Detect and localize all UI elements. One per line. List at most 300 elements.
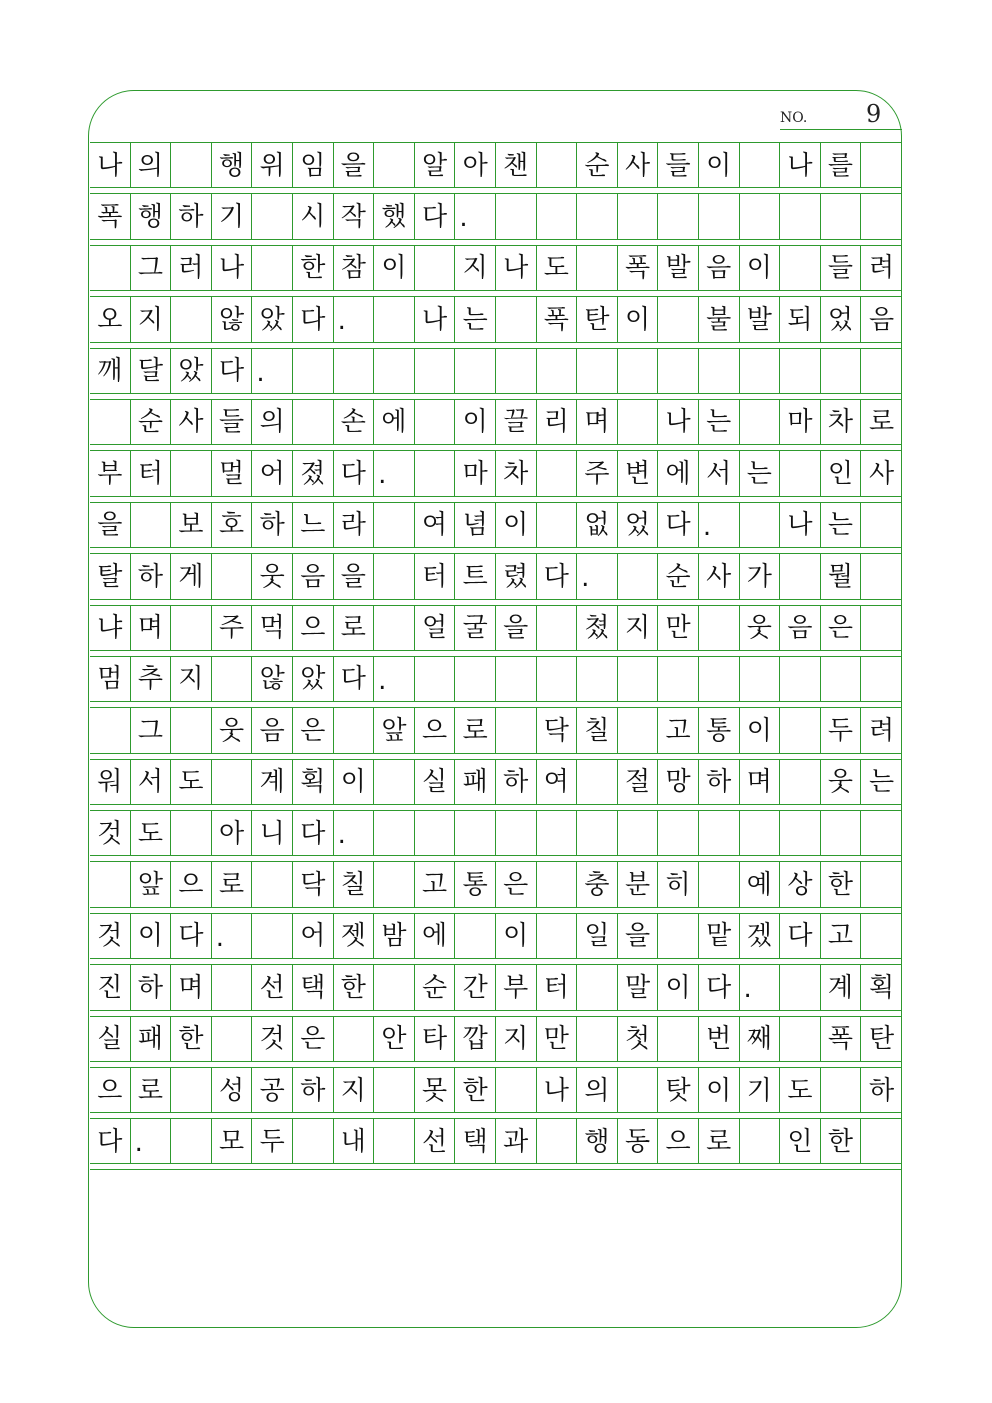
manuscript-cell: 얼 xyxy=(415,606,456,651)
manuscript-cell xyxy=(740,503,781,548)
manuscript-cell: 사 xyxy=(171,400,212,445)
manuscript-cell: 념 xyxy=(455,503,496,548)
manuscript-cell: 이 xyxy=(496,503,537,548)
manuscript-cell: 음 xyxy=(699,246,740,291)
manuscript-cell xyxy=(537,914,578,959)
manuscript-cell xyxy=(740,400,781,445)
manuscript-cell: . xyxy=(455,194,496,239)
manuscript-cell: 다 xyxy=(334,451,375,496)
manuscript-cell: 이 xyxy=(699,143,740,188)
manuscript-cell: 나 xyxy=(780,503,821,548)
manuscript-cell: 손 xyxy=(334,400,375,445)
manuscript-cell: 주 xyxy=(577,451,618,496)
manuscript-cell xyxy=(252,246,293,291)
manuscript-cell xyxy=(171,143,212,188)
manuscript-cell: 여 xyxy=(537,760,578,805)
manuscript-line xyxy=(90,296,902,347)
manuscript-cell: 니 xyxy=(252,811,293,856)
manuscript-cell xyxy=(415,349,456,394)
manuscript-cell xyxy=(861,554,902,599)
manuscript-cell xyxy=(496,349,537,394)
manuscript-cell: 선 xyxy=(252,965,293,1010)
manuscript-cell: 순 xyxy=(577,143,618,188)
manuscript-cell xyxy=(780,349,821,394)
manuscript-cell: 들 xyxy=(658,143,699,188)
manuscript-line xyxy=(90,1118,902,1169)
manuscript-cell xyxy=(618,708,659,753)
manuscript-cell: 었 xyxy=(821,297,862,342)
manuscript-cell xyxy=(780,708,821,753)
manuscript-cell: 은 xyxy=(293,708,334,753)
manuscript-cell: 만 xyxy=(658,606,699,651)
manuscript-line xyxy=(90,1016,902,1067)
manuscript-cell xyxy=(455,657,496,702)
manuscript-cell xyxy=(658,194,699,239)
manuscript-cell: 예 xyxy=(740,862,781,907)
manuscript-cell xyxy=(455,914,496,959)
manuscript-cell: . xyxy=(577,554,618,599)
manuscript-cell xyxy=(415,246,456,291)
manuscript-cell: . xyxy=(334,297,375,342)
manuscript-cell: 지 xyxy=(618,606,659,651)
manuscript-cell: 변 xyxy=(618,451,659,496)
manuscript-cell xyxy=(415,451,456,496)
manuscript-cell xyxy=(334,708,375,753)
manuscript-cell: 발 xyxy=(658,246,699,291)
manuscript-cell xyxy=(780,554,821,599)
manuscript-cell xyxy=(212,965,253,1010)
manuscript-cell: 하 xyxy=(699,760,740,805)
manuscript-cell: . xyxy=(374,657,415,702)
manuscript-cell: 폭 xyxy=(90,194,131,239)
manuscript-cell: 웃 xyxy=(212,708,253,753)
manuscript-cell: 으 xyxy=(415,708,456,753)
manuscript-cell xyxy=(537,1119,578,1164)
manuscript-cell: 을 xyxy=(334,143,375,188)
page-number-value: 9 xyxy=(866,100,882,128)
manuscript-cell: 간 xyxy=(455,965,496,1010)
manuscript-cell xyxy=(618,657,659,702)
manuscript-cell: 도 xyxy=(171,760,212,805)
manuscript-cell xyxy=(577,194,618,239)
manuscript-cell: 그 xyxy=(131,246,172,291)
manuscript-cell: 주 xyxy=(212,606,253,651)
manuscript-cell xyxy=(293,400,334,445)
manuscript-cell xyxy=(861,606,902,651)
manuscript-cell: 쳤 xyxy=(577,606,618,651)
manuscript-cell: 호 xyxy=(212,503,253,548)
manuscript-cell: 려 xyxy=(869,253,895,284)
manuscript-cell: 챈 xyxy=(496,143,537,188)
manuscript-cell: 들 xyxy=(212,400,253,445)
manuscript-cell: 으 xyxy=(171,862,212,907)
manuscript-line xyxy=(90,142,902,193)
manuscript-cell xyxy=(658,914,699,959)
manuscript-line xyxy=(90,810,902,861)
manuscript-cell xyxy=(171,451,212,496)
manuscript-cell: 동 xyxy=(618,1119,659,1164)
manuscript-cell xyxy=(577,246,618,291)
manuscript-cell xyxy=(618,194,659,239)
manuscript-cell: 지 xyxy=(131,297,172,342)
manuscript-cell: 은 xyxy=(293,1017,334,1062)
manuscript-cell xyxy=(861,657,902,702)
manuscript-cell: 멈 xyxy=(90,657,131,702)
manuscript-cell xyxy=(699,811,740,856)
manuscript-cell: 사 xyxy=(869,458,895,489)
manuscript-line xyxy=(90,450,902,501)
manuscript-cell: 젯 xyxy=(334,914,375,959)
manuscript-cell: 위 xyxy=(252,143,293,188)
manuscript-cell: 이 xyxy=(334,760,375,805)
manuscript-cell: 지 xyxy=(171,657,212,702)
manuscript-cell xyxy=(537,143,578,188)
manuscript-cell xyxy=(496,657,537,702)
manuscript-cell: 는 xyxy=(821,503,862,548)
manuscript-cell: 발 xyxy=(740,297,781,342)
manuscript-line xyxy=(90,1067,902,1118)
manuscript-cell xyxy=(577,965,618,1010)
manuscript-cell: 보 xyxy=(171,503,212,548)
manuscript-cell: 서 xyxy=(699,451,740,496)
manuscript-cell: 로 xyxy=(699,1119,740,1164)
manuscript-cell: 다 xyxy=(658,503,699,548)
manuscript-cell xyxy=(496,708,537,753)
manuscript-cell: 말 xyxy=(618,965,659,1010)
manuscript-cell: 에 xyxy=(658,451,699,496)
manuscript-cell xyxy=(496,297,537,342)
manuscript-cell: 행 xyxy=(577,1119,618,1164)
manuscript-cell: 되 xyxy=(780,297,821,342)
manuscript-cell: 깨 xyxy=(90,349,131,394)
manuscript-cell: 행 xyxy=(212,143,253,188)
manuscript-cell xyxy=(861,1119,902,1164)
manuscript-line xyxy=(90,502,902,553)
manuscript-cell: 고 xyxy=(415,862,456,907)
manuscript-cell: 냐 xyxy=(90,606,131,651)
manuscript-cell: 탓 xyxy=(658,1068,699,1113)
manuscript-cell xyxy=(618,1068,659,1113)
manuscript-cell: 탄 xyxy=(869,1024,895,1055)
manuscript-cell: 닥 xyxy=(293,862,334,907)
manuscript-cell: 것 xyxy=(90,811,131,856)
manuscript-cell: 앞 xyxy=(131,862,172,907)
manuscript-cell xyxy=(537,194,578,239)
manuscript-cell: 깝 xyxy=(455,1017,496,1062)
manuscript-cell xyxy=(252,862,293,907)
manuscript-cell: 순 xyxy=(658,554,699,599)
manuscript-cell xyxy=(537,349,578,394)
manuscript-cell xyxy=(90,708,131,753)
manuscript-line xyxy=(90,193,902,244)
manuscript-cell xyxy=(293,1119,334,1164)
manuscript-cell xyxy=(171,1119,212,1164)
manuscript-cell xyxy=(293,349,334,394)
manuscript-cell xyxy=(455,349,496,394)
manuscript-cell xyxy=(537,606,578,651)
manuscript-cell: 이 xyxy=(455,400,496,445)
manuscript-cell: 다 xyxy=(699,965,740,1010)
manuscript-cell: 한 xyxy=(455,1068,496,1113)
manuscript-line xyxy=(90,656,902,707)
manuscript-cell: 웃 xyxy=(821,760,862,805)
manuscript-cell xyxy=(374,143,415,188)
manuscript-cell xyxy=(618,400,659,445)
manuscript-cell xyxy=(658,657,699,702)
manuscript-cell: 워 xyxy=(90,760,131,805)
manuscript-cell xyxy=(577,657,618,702)
manuscript-cell: 못 xyxy=(415,1068,456,1113)
manuscript-cell: 하 xyxy=(252,503,293,548)
manuscript-cell xyxy=(821,349,862,394)
manuscript-cell: 아 xyxy=(212,811,253,856)
manuscript-cell: 다 xyxy=(537,554,578,599)
manuscript-cell: 이 xyxy=(374,246,415,291)
manuscript-cell: 먹 xyxy=(252,606,293,651)
manuscript-cell xyxy=(577,1017,618,1062)
manuscript-cell xyxy=(577,811,618,856)
manuscript-cell: 이 xyxy=(699,1068,740,1113)
manuscript-cell xyxy=(374,760,415,805)
manuscript-line xyxy=(90,759,902,810)
manuscript-cell: 음 xyxy=(869,304,895,335)
manuscript-cell: 사 xyxy=(618,143,659,188)
manuscript-cell: 을 xyxy=(90,503,131,548)
manuscript-cell: 실 xyxy=(415,760,456,805)
manuscript-cell xyxy=(90,862,131,907)
manuscript-cell xyxy=(90,400,131,445)
manuscript-cell: 음 xyxy=(252,708,293,753)
manuscript-cell: 다 xyxy=(780,914,821,959)
manuscript-cell: 한 xyxy=(334,965,375,1010)
manuscript-cell: 두 xyxy=(821,708,862,753)
manuscript-cell xyxy=(334,349,375,394)
manuscript-line xyxy=(90,913,902,964)
manuscript-cell: 과 xyxy=(496,1119,537,1164)
manuscript-cell: 칠 xyxy=(334,862,375,907)
manuscript-cell: 하 xyxy=(131,554,172,599)
manuscript-cell: 패 xyxy=(455,760,496,805)
manuscript-cell: 차 xyxy=(821,400,862,445)
manuscript-cell xyxy=(374,503,415,548)
manuscript-cell: 공 xyxy=(252,1068,293,1113)
manuscript-cell: 인 xyxy=(821,451,862,496)
manuscript-cell xyxy=(212,760,253,805)
manuscript-cell: 다 xyxy=(293,297,334,342)
manuscript-cell: 트 xyxy=(455,554,496,599)
manuscript-cell: 타 xyxy=(415,1017,456,1062)
manuscript-cell: 리 xyxy=(537,400,578,445)
manuscript-cell: 앞 xyxy=(374,708,415,753)
manuscript-cell xyxy=(537,862,578,907)
manuscript-cell xyxy=(861,811,902,856)
manuscript-cell: 절 xyxy=(618,760,659,805)
manuscript-cell xyxy=(780,1017,821,1062)
manuscript-cell: 에 xyxy=(415,914,456,959)
manuscript-cell xyxy=(537,503,578,548)
manuscript-cell xyxy=(740,811,781,856)
manuscript-cell xyxy=(334,1017,375,1062)
manuscript-cell: 도 xyxy=(537,246,578,291)
manuscript-cell xyxy=(780,760,821,805)
manuscript-cell xyxy=(171,606,212,651)
manuscript-cell: 나 xyxy=(90,143,131,188)
manuscript-cell: 어 xyxy=(293,914,334,959)
manuscript-cell: 의 xyxy=(577,1068,618,1113)
manuscript-cell: 았 xyxy=(293,657,334,702)
manuscript-cell: 느 xyxy=(293,503,334,548)
manuscript-cell: 달 xyxy=(131,349,172,394)
manuscript-cell: 웃 xyxy=(740,606,781,651)
manuscript-cell: 음 xyxy=(780,606,821,651)
manuscript-cell: 째 xyxy=(740,1017,781,1062)
page-number-box xyxy=(780,98,902,130)
manuscript-cell xyxy=(740,657,781,702)
manuscript-cell xyxy=(861,862,902,907)
manuscript-cell: 멀 xyxy=(212,451,253,496)
manuscript-cell: 순 xyxy=(131,400,172,445)
manuscript-cell: . xyxy=(699,503,740,548)
manuscript-cell: . xyxy=(131,1119,172,1164)
manuscript-cell xyxy=(537,451,578,496)
manuscript-cell: 을 xyxy=(496,606,537,651)
manuscript-cell: 로 xyxy=(334,606,375,651)
manuscript-cell: 하 xyxy=(869,1075,895,1106)
manuscript-cell: 며 xyxy=(131,606,172,651)
manuscript-cell: 맡 xyxy=(699,914,740,959)
manuscript-cell xyxy=(658,297,699,342)
manuscript-cell: 도 xyxy=(780,1068,821,1113)
manuscript-cell: 들 xyxy=(821,246,862,291)
manuscript-cell: 고 xyxy=(658,708,699,753)
manuscript-line xyxy=(90,348,902,399)
manuscript-cell: 추 xyxy=(131,657,172,702)
manuscript-cell: 으 xyxy=(293,606,334,651)
manuscript-cell: 밤 xyxy=(374,914,415,959)
manuscript-cell xyxy=(699,657,740,702)
manuscript-cell xyxy=(740,349,781,394)
manuscript-cell xyxy=(577,760,618,805)
manuscript-cell: 계 xyxy=(252,760,293,805)
manuscript-cell: 없 xyxy=(577,503,618,548)
manuscript-line xyxy=(90,861,902,912)
manuscript-cell: 겠 xyxy=(740,914,781,959)
manuscript-cell: 아 xyxy=(455,143,496,188)
manuscript-cell xyxy=(618,811,659,856)
manuscript-cell xyxy=(496,194,537,239)
manuscript-cell xyxy=(658,1017,699,1062)
manuscript-cell: 며 xyxy=(577,400,618,445)
manuscript-cell xyxy=(374,349,415,394)
manuscript-cell: . xyxy=(334,811,375,856)
manuscript-cell xyxy=(374,554,415,599)
manuscript-cell: 터 xyxy=(415,554,456,599)
manuscript-cell: 충 xyxy=(577,862,618,907)
manuscript-cell: . xyxy=(212,914,253,959)
manuscript-cell: 마 xyxy=(780,400,821,445)
manuscript-cell: 는 xyxy=(869,767,895,798)
manuscript-cell xyxy=(699,862,740,907)
manuscript-cell: 나 xyxy=(496,246,537,291)
manuscript-cell: 을 xyxy=(334,554,375,599)
manuscript-cell xyxy=(496,811,537,856)
manuscript-cell: 라 xyxy=(334,503,375,548)
manuscript-cell: 에 xyxy=(374,400,415,445)
manuscript-cell xyxy=(374,1068,415,1113)
manuscript-cell: 었 xyxy=(618,503,659,548)
manuscript-cell: 성 xyxy=(212,1068,253,1113)
manuscript-cell: 다 xyxy=(212,349,253,394)
manuscript-cell: 지 xyxy=(334,1068,375,1113)
manuscript-cell: 첫 xyxy=(618,1017,659,1062)
manuscript-cell: 택 xyxy=(455,1119,496,1164)
manuscript-cell: 이 xyxy=(131,914,172,959)
manuscript-line xyxy=(90,553,902,604)
manuscript-cell: 택 xyxy=(293,965,334,1010)
manuscript-cell xyxy=(415,657,456,702)
manuscript-cell: 분 xyxy=(618,862,659,907)
manuscript-cell: 나 xyxy=(415,297,456,342)
manuscript-cell: 인 xyxy=(780,1119,821,1164)
manuscript-cell: 통 xyxy=(455,862,496,907)
manuscript-cell: 이 xyxy=(496,914,537,959)
manuscript-cell: 렸 xyxy=(496,554,537,599)
manuscript-cell: 하 xyxy=(496,760,537,805)
manuscript-cell: 로 xyxy=(455,708,496,753)
manuscript-cell xyxy=(171,1068,212,1113)
manuscript-cell: 며 xyxy=(171,965,212,1010)
manuscript-cell: 폭 xyxy=(821,1017,862,1062)
manuscript-cell: 나 xyxy=(212,246,253,291)
manuscript-cell: 것 xyxy=(252,1017,293,1062)
manuscript-cell: 모 xyxy=(212,1119,253,1164)
manuscript-cell: 히 xyxy=(658,862,699,907)
manuscript-cell: 작 xyxy=(334,194,375,239)
manuscript-cell: 다 xyxy=(90,1119,131,1164)
page-number-label: NO. xyxy=(780,110,808,126)
manuscript-cell xyxy=(740,143,781,188)
manuscript-cell: 다 xyxy=(415,194,456,239)
manuscript-cell: 이 xyxy=(740,708,781,753)
manuscript-cell xyxy=(780,246,821,291)
manuscript-cell xyxy=(699,194,740,239)
manuscript-cell: 은 xyxy=(821,606,862,651)
manuscript-cell: 이 xyxy=(658,965,699,1010)
manuscript-cell: 굴 xyxy=(455,606,496,651)
manuscript-cell: 다 xyxy=(334,657,375,702)
manuscript-cell: 서 xyxy=(131,760,172,805)
manuscript-cell: 로 xyxy=(212,862,253,907)
manuscript-cell: 한 xyxy=(821,862,862,907)
manuscript-cell: 통 xyxy=(699,708,740,753)
manuscript-cell xyxy=(252,914,293,959)
manuscript-cell: 이 xyxy=(618,297,659,342)
manuscript-cell: 이 xyxy=(740,246,781,291)
manuscript-cell xyxy=(212,554,253,599)
manuscript-cell: 참 xyxy=(334,246,375,291)
manuscript-cell: 불 xyxy=(699,297,740,342)
manuscript-cell: 한 xyxy=(821,1119,862,1164)
manuscript-cell xyxy=(821,811,862,856)
manuscript-cell: 한 xyxy=(171,1017,212,1062)
manuscript-cell: 는 xyxy=(740,451,781,496)
manuscript-cell xyxy=(171,811,212,856)
manuscript-cell xyxy=(821,657,862,702)
manuscript-cell xyxy=(821,1068,862,1113)
manuscript-cell: 닥 xyxy=(537,708,578,753)
manuscript-cell: 사 xyxy=(699,554,740,599)
manuscript-cell xyxy=(374,606,415,651)
